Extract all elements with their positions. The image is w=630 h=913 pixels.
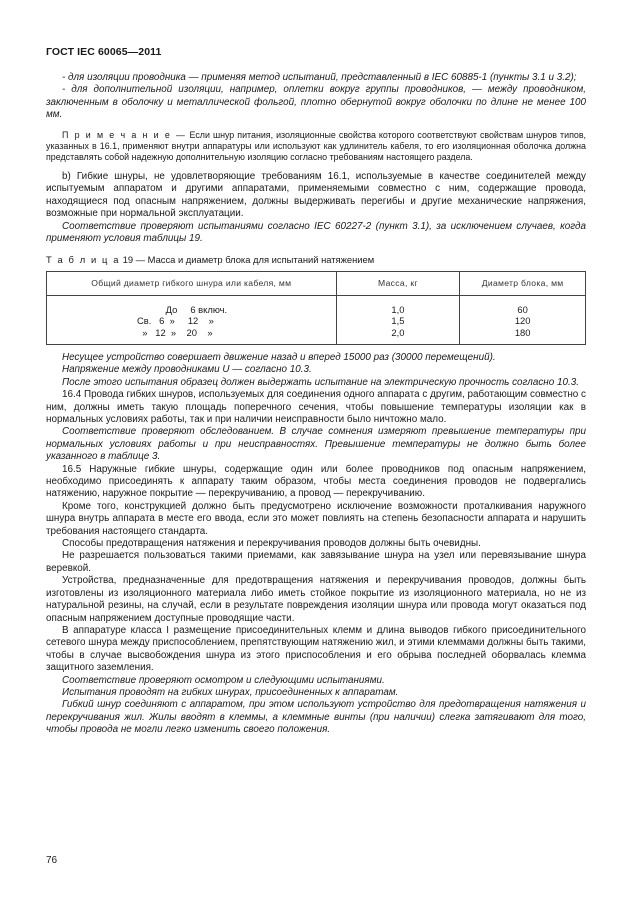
paragraph: Устройства, предназначенные для предотвращения натяжения и перекручивания проводов, должны быть изготовлены из изоляционного материала либо иметь стойкое покрытие из изоляционного материала, но не из натуральной резины, на случай, если в результате повреждения изоляции шнура или провода могут оказаться под опасным напряжением доступные проводящие части. — [46, 575, 586, 624]
note — [46, 130, 586, 163]
size-range: До 6 включ. — [137, 303, 228, 315]
table-caption-label: Т а б л и ц а — [46, 254, 121, 266]
paragraph: Способы предотвращения натяжения и перекручивания проводов должны быть очевидны. — [62, 538, 481, 550]
size-range: Св. 6 » 12 » — [137, 315, 214, 327]
paragraph: Соответствие проверяют испытаниями согласно IEC 60227-2 (пункт 3.1), за исключением случаев, когда применяют условия таблицы 19. — [46, 220, 586, 244]
table-caption — [46, 254, 586, 266]
paragraph: 16.4 Провода гибких шнуров, используемых для соединения одного аппарата с другим, работающим совместно с ним, должны иметь такую площадь поперечного сечения, чтобы повышение температуры изоляции как в нормальных условиях работы, так и при наличии неисправности было ничтожно мало. — [46, 389, 586, 425]
paragraph: В аппаратуре класса I размещение присоединительных клемм и длина выводов гибкого присоединительного сетевого шнура между приспособлением, препятствующим натяжению жил, и этими клеммами должны быть такими, чтобы в случае высвобождения шнура из этого приспособления и его обрыва последней оборвалась клемма защитного заземления. — [46, 624, 586, 674]
table-cell-sizes — [47, 295, 337, 344]
page-content — [46, 72, 586, 737]
paragraph: Испытания проводят на гибких шнурах, присоединенных к аппаратам. — [62, 686, 399, 698]
data-table — [46, 271, 586, 345]
table-header-cell: Масса, кг — [336, 271, 460, 295]
table-cell-diameters — [460, 295, 586, 344]
paragraph: Кроме того, конструкцией должно быть предусмотрено исключение возможности проталкивания наружного шнура внутрь аппарата в месте его ввода, если это может повлиять на степень безопасности аппарата и нарушить требования настоящего стандарта. — [46, 500, 586, 537]
mass-value: 1,0 — [391, 303, 405, 315]
table-header-cell: Общий диаметр гибкого шнура или кабеля, мм — [47, 271, 337, 295]
table-cell-masses — [336, 295, 460, 344]
paragraph: Несущее устройство совершает движение назад и вперед 15000 раз (30000 перемещений). — [62, 351, 496, 363]
note-text: Если шнур питания, изоляционные свойства которого соответствуют свойствам шнуров типов, указанных в 16.1, применяют внутри аппаратуры или используют как удлинитель кабеля, то его изоляционная оболочка должна представлять собой надежную дополнительную изоляцию согласно требованиям настоящего раздела. — [46, 129, 586, 162]
document-header: ГОСТ IEC 60065—2011 — [46, 46, 162, 58]
mass-value: 1,5 — [391, 315, 405, 327]
mass-value: 2,0 — [391, 326, 405, 338]
paragraph: b) Гибкие шнуры, не удовлетворяющие требованиям 16.1, используемые в качестве соединителей между испытуемым аппаратом и другими аппаратами, применяемыми совместно с ним, содержащие провода, находящиеся под опасным напряжением, должны выдерживать перегибы и другие механические напряжения, возможные при нормальной эксплуатации. — [46, 170, 586, 220]
paragraph: 16.5 Наружные гибкие шнуры, содержащие один или более проводников под опасным напряжением, необходимо присоединять к аппарату таким образом, чтобы места соединения проводов не подвергались натяжению, наружное покрытие — перекручиванию, а провод — перекручиванию. — [46, 463, 586, 500]
paragraph: После этого испытания образец должен выдержать испытание на электрическую прочность согласно 10.3. — [62, 376, 579, 388]
paragraph: Напряжение между проводниками U — согласно 10.3. — [62, 364, 312, 376]
paragraph: Соответствие проверяют осмотром и следующими испытаниями. — [62, 674, 385, 686]
diameter-value: 120 — [514, 315, 531, 327]
paragraph: - для изоляции проводника — применяя метод испытаний, представленный в IEC 60885-1 (пункты 3.1 и 3.2); — [62, 72, 577, 83]
diameter-value: 180 — [514, 326, 531, 338]
page-number: 76 — [46, 855, 58, 866]
note-label: П р и м е ч а н и е — — [62, 129, 187, 140]
body-paragraphs — [46, 352, 586, 737]
table-caption-text: 19 — Масса и диаметр блока для испытаний натяжением — [120, 254, 375, 266]
table-header-row — [47, 271, 586, 295]
paragraph: Гибкий шнур соединяют с аппаратом, при этом используют устройство для предотвращения натяжения и перекручивания жил. Жилы вводят в клеммы, а клеммные винты (при наличии) слегка затягивают для того, чтобы провода не могли легко изменить своего положения. — [46, 699, 586, 736]
diameter-value: 60 — [517, 303, 528, 315]
table-header-cell: Диаметр блока, мм — [460, 271, 586, 295]
paragraph: - для дополнительной изоляции, например, оплетки вокруг группы проводников, — между проводником, заключенным в оболочку и металлической фольгой, плотно обернутой вокруг оболочки по длине не менее 100 мм. — [46, 84, 586, 121]
paragraph: Не разрешается пользоваться такими приемами, как завязывание шнура на узел или перевязывание шнура веревкой. — [46, 550, 586, 574]
paragraph: Соответствие проверяют обследованием. В случае сомнения измеряют превышение температуры при нормальных условиях работы и при неисправностях. Превышение температуры не должно быть более указанного в таблице 3. — [46, 426, 586, 463]
size-range: » 12 » 20 » — [137, 326, 213, 338]
table-row — [47, 295, 586, 344]
